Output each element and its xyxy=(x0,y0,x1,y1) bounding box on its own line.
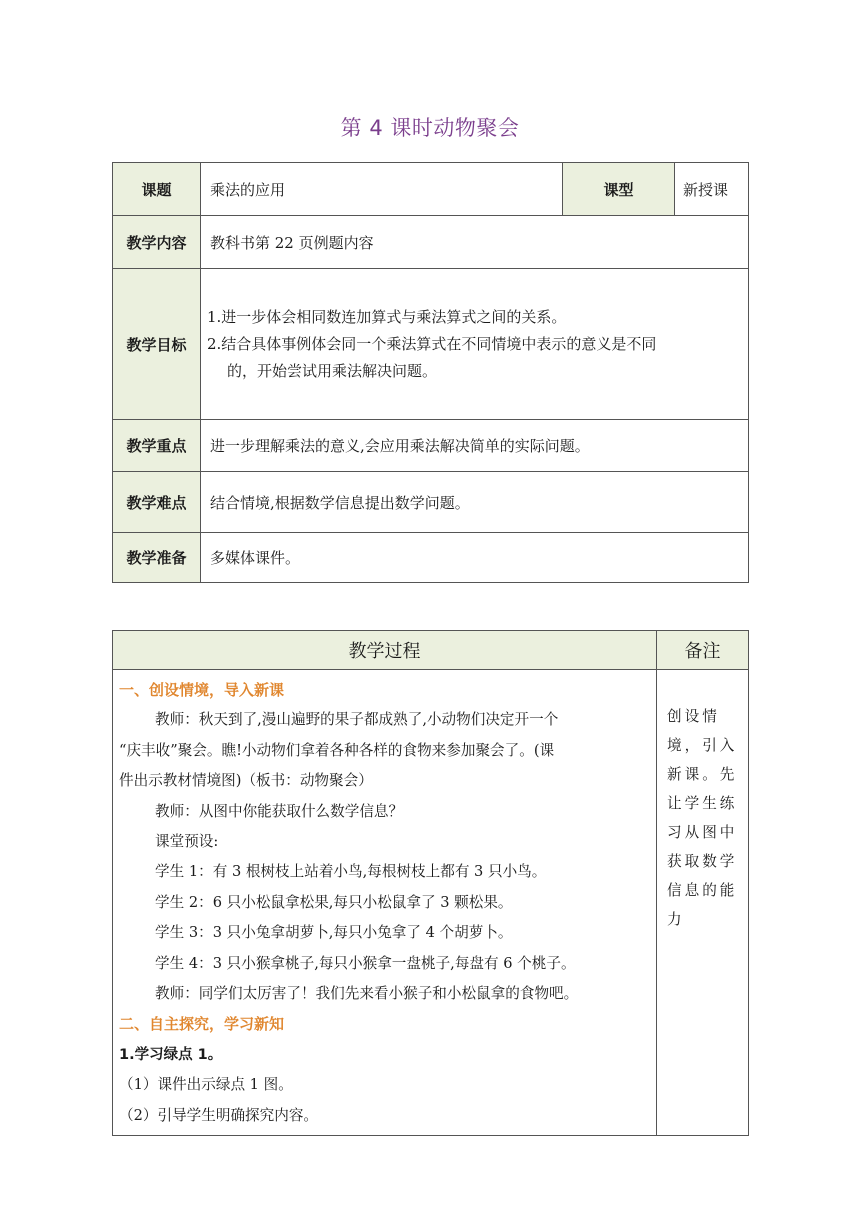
goals-label: 教学目标 xyxy=(113,269,201,420)
difficulty-value: 结合情境,根据数学信息提出数学问题。 xyxy=(201,472,749,533)
section-heading-1: 一、创设情境，导入新课 xyxy=(119,681,285,699)
paragraph-line: 教师：同学们太厉害了！我们先来看小猴子和小松鼠拿的食物吧。 xyxy=(155,985,579,1003)
paragraph-line: “庆丰收”聚会。瞧!小动物们拿着各种各样的食物来参加聚会了。(课 xyxy=(119,741,555,759)
paragraph-line: 课堂预设: xyxy=(155,833,219,851)
difficulty-label: 教学难点 xyxy=(113,472,201,533)
content-row xyxy=(113,216,749,269)
prep-value: 多媒体课件。 xyxy=(201,533,749,583)
paragraph-line: 学生 1：有 3 根树枝上站着小鸟,每根树枝上都有 3 只小鸟。 xyxy=(155,863,547,881)
teaching-process-table xyxy=(112,630,749,1136)
paragraph-line: （2）引导学生明确探究内容。 xyxy=(119,1106,319,1124)
goal-2-line-1: 2.结合具体事例体会同一个乘法算式在不同情境中表示的意义是不同 xyxy=(207,334,657,353)
difficulty-row xyxy=(113,472,749,533)
subsection-heading: 1.学习绿点 1。 xyxy=(119,1046,223,1063)
key-value: 进一步理解乘法的意义,会应用乘法解决简单的实际问题。 xyxy=(201,420,749,472)
process-content xyxy=(113,670,657,1136)
paragraph-line: 学生 4：3 只小猴拿桃子,每只小猴拿一盘桃子,每盘有 6 个桃子。 xyxy=(155,954,576,972)
key-row xyxy=(113,420,749,472)
page-title: 第 4 课时动物聚会 xyxy=(340,116,520,140)
prep-label: 教学准备 xyxy=(113,533,201,583)
paragraph-line: 学生 2：6 只小松鼠拿松果,每只小松鼠拿了 3 颗松果。 xyxy=(155,893,513,911)
paragraph-line: 教师：从图中你能获取什么数学信息？ xyxy=(155,802,404,820)
section-heading-2: 二、自主探究，学习新知 xyxy=(119,1015,285,1034)
paragraph-line: 教师：秋天到了,漫山遍野的果子都成熟了,小动物们决定开一个 xyxy=(155,711,559,729)
topic-value: 乘法的应用 xyxy=(201,163,563,216)
goals-value xyxy=(201,269,749,420)
process-header: 教学过程 xyxy=(113,631,657,670)
note-header: 备注 xyxy=(657,631,749,670)
type-label: 课型 xyxy=(563,163,675,216)
process-header-row xyxy=(113,631,749,670)
goals-row xyxy=(113,269,749,420)
paragraph-line: （1）课件出示绿点 1 图。 xyxy=(119,1076,293,1094)
prep-row xyxy=(113,533,749,583)
topic-row xyxy=(113,163,749,216)
key-label: 教学重点 xyxy=(113,420,201,472)
process-note: 创设情境，引入新课。先让学生练习从图中获取数学信息的能力 xyxy=(657,670,749,1136)
paragraph-line: 学生 3：3 只小兔拿胡萝卜,每只小兔拿了 4 个胡萝卜。 xyxy=(155,924,513,942)
goal-1: 1.进一步体会相同数连加算式与乘法算式之间的关系。 xyxy=(207,307,567,326)
content-value: 教科书第 22 页例题内容 xyxy=(201,216,749,269)
process-body-row xyxy=(113,670,749,1136)
lesson-info-table xyxy=(112,162,749,583)
content-label: 教学内容 xyxy=(113,216,201,269)
type-value: 新授课 xyxy=(675,163,749,216)
topic-label: 课题 xyxy=(113,163,201,216)
paragraph-line: 件出示教材情境图)（板书：动物聚会） xyxy=(119,772,373,790)
goal-2-line-2: 的，开始尝试用乘法解决问题。 xyxy=(227,361,438,380)
